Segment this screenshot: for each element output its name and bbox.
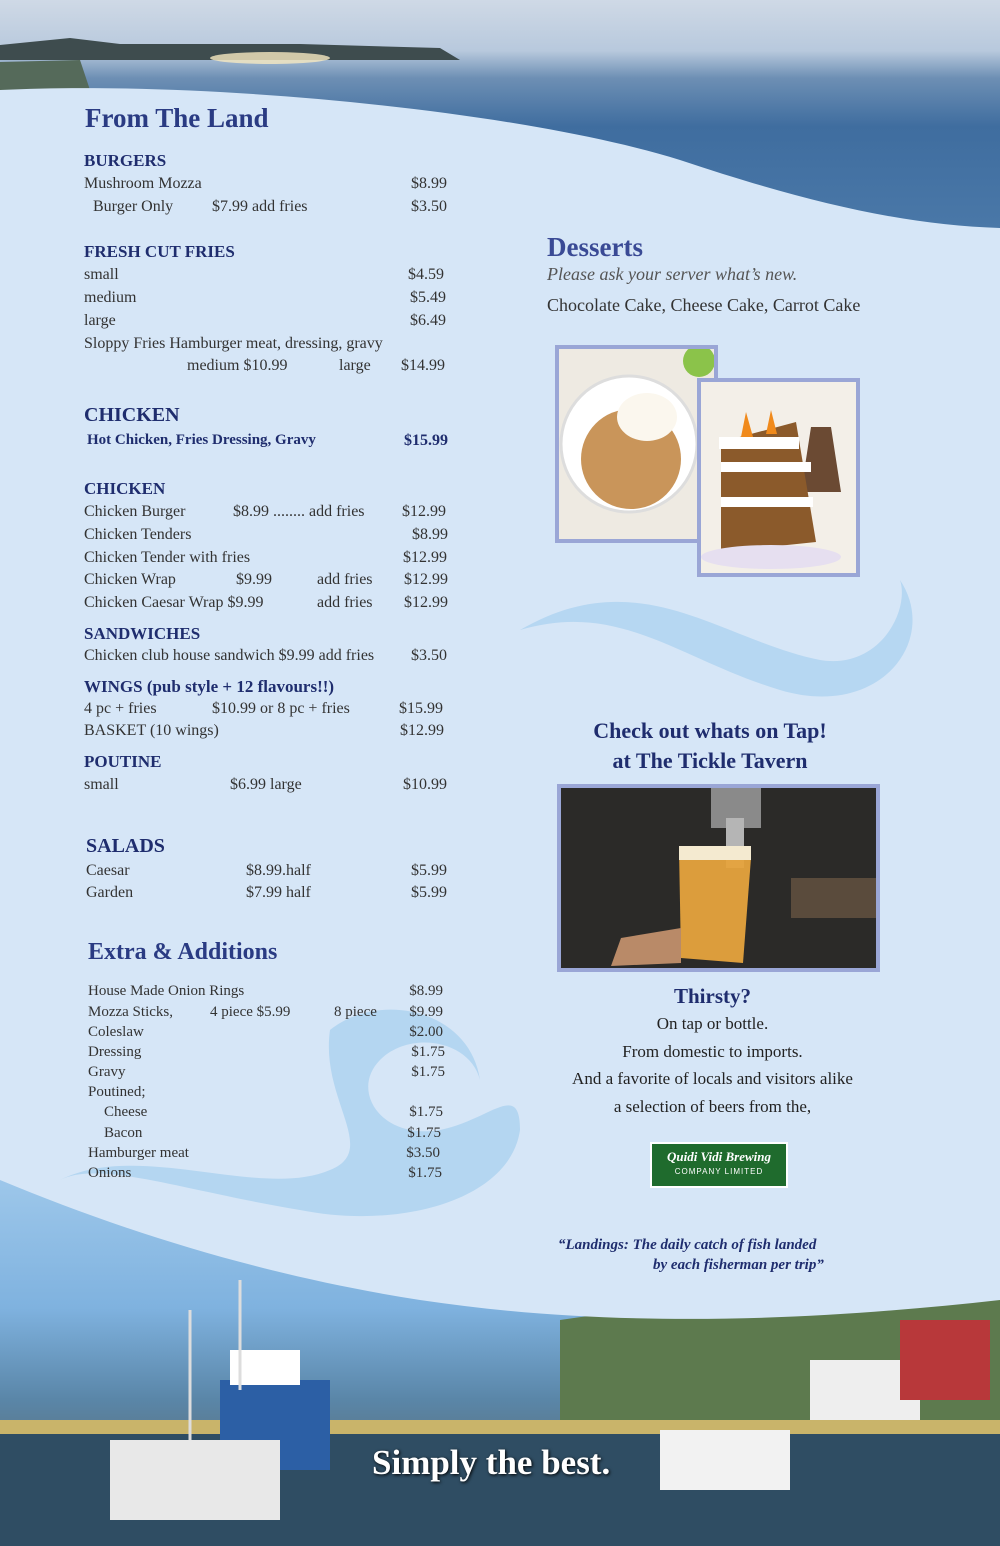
thirsty-line: a selection of beers from the, (613, 1097, 812, 1116)
menu-item-name: large (84, 312, 116, 329)
menu-item-price: $12.99 (400, 722, 444, 739)
quidi-vidi-logo (650, 1142, 788, 1188)
menu-item-detail: $8.99.half (246, 862, 311, 879)
menu-item-name: Coleslaw (88, 1024, 144, 1040)
extras-heading: Extra & Additions (88, 939, 278, 965)
menu-item-name: Chicken Caesar Wrap $9.99 (84, 594, 264, 611)
menu-item-name: Caesar (86, 862, 130, 879)
menu-item-name: Chicken Tenders (84, 526, 192, 543)
landings-quote-line: “Landings: The daily catch of fish landed (558, 1237, 817, 1253)
menu-item-name: BASKET (10 wings) (84, 722, 219, 739)
thirsty-line: On tap or bottle. (656, 1014, 769, 1033)
menu-item-price: $2.00 (409, 1024, 443, 1040)
apple-crumble-photo (555, 345, 718, 543)
menu-item-detail: medium $10.99 (187, 357, 288, 374)
menu-item-price: $6.49 (410, 312, 446, 329)
thirsty-line: And a favorite of locals and visitors alike (572, 1069, 853, 1088)
menu-item-name: Chicken Wrap (84, 571, 176, 588)
menu-item-price: $3.50 (406, 1145, 440, 1161)
logo-sub: COMPANY LIMITED (674, 1167, 764, 1176)
menu-item-price: $9.99 (409, 1004, 443, 1020)
carrot-cake-photo (697, 378, 860, 577)
menu-item-price: $4.59 (408, 266, 444, 283)
menu-item-name: Chicken club house sandwich $9.99 add fries (84, 647, 375, 664)
tap-line-2: at The Tickle Tavern (612, 748, 808, 773)
menu-item-detail: $6.99 large (230, 776, 302, 793)
menu-item-detail: $10.99 or 8 pc + fries (212, 700, 350, 717)
menu-item-name: 4 pc + fries (84, 700, 157, 717)
menu-item-detail: add fries (317, 594, 373, 611)
menu-item-name: Onions (88, 1165, 132, 1181)
menu-item-name: Gravy (88, 1064, 126, 1080)
wings-heading: WINGS (pub style + 12 flavours!!) (84, 677, 335, 696)
menu-item-price: $10.99 (403, 776, 447, 793)
menu-item-price: $1.75 (411, 1064, 445, 1080)
menu-item-name: Garden (86, 884, 134, 901)
menu-item-name: Poutined; (88, 1084, 146, 1100)
menu-item-price: $5.49 (410, 289, 446, 306)
menu-item-name: Sloppy Fries Hamburger meat, dressing, gravy (84, 335, 383, 352)
menu-item-price: $5.99 (411, 862, 447, 879)
menu-item-name: Cheese (104, 1104, 148, 1120)
landings-quote-line: by each fisherman per trip” (653, 1257, 824, 1273)
poutine-heading: POUTINE (84, 752, 162, 771)
menu-item-price: $15.99 (404, 432, 448, 449)
menu-item-name: small (84, 776, 119, 793)
menu-item-price: $3.50 (411, 198, 447, 215)
menu-item-price: $8.99 (412, 526, 448, 543)
menu-item-name: Hamburger meat (88, 1145, 189, 1161)
menu-item-name: Mozza Sticks, (88, 1004, 173, 1020)
beer-tap-photo (557, 784, 880, 972)
desserts-title: Desserts (547, 232, 643, 262)
menu-item-name: House Made Onion Rings (88, 983, 245, 999)
thirsty-title: Thirsty? (673, 984, 751, 1008)
menu-item-price: $1.75 (411, 1044, 445, 1060)
menu-item-price: $14.99 (401, 357, 445, 374)
menu-item-detail: $7.99 half (246, 884, 311, 901)
menu-item-price: $1.75 (407, 1125, 441, 1141)
menu-item-name: Hot Chicken, Fries Dressing, Gravy (87, 432, 316, 448)
thirsty-line: From domestic to imports. (622, 1042, 803, 1061)
menu-item-price: $12.99 (403, 549, 447, 566)
footer-tagline: Simply the best. (372, 1443, 611, 1482)
menu-item-price: $1.75 (409, 1104, 443, 1120)
desserts-subtitle: Please ask your server what’s new. (547, 264, 798, 284)
menu-item-detail: $8.99 ........ add fries (233, 503, 365, 520)
sandwiches-heading: SANDWICHES (84, 624, 201, 643)
fries-heading: FRESH CUT FRIES (84, 242, 235, 261)
menu-item-detail: add fries (317, 571, 373, 588)
menu-item-name: Dressing (88, 1044, 142, 1060)
menu-item-name: Mushroom Mozza (84, 175, 202, 192)
from-the-land-title: From The Land (85, 103, 269, 133)
menu-item-price: $5.99 (411, 884, 447, 901)
menu-item-price: $12.99 (404, 594, 448, 611)
menu-item-price: $3.50 (411, 647, 447, 664)
menu-item-name: medium (84, 289, 137, 306)
salads-heading: SALADS (86, 835, 165, 857)
menu-item-detail: $9.99 (236, 571, 272, 588)
tap-line-1: Check out whats on Tap! (593, 718, 827, 743)
menu-item-detail: 4 piece $5.99 (210, 1004, 291, 1020)
chicken-heading-2: CHICKEN (84, 479, 166, 498)
chicken-heading: CHICKEN (84, 404, 180, 426)
menu-item-detail: $7.99 add fries (212, 198, 308, 215)
menu-item-detail: 8 piece (334, 1004, 377, 1020)
menu-item-price: $1.75 (408, 1165, 442, 1181)
menu-item-price: $8.99 (409, 983, 443, 999)
menu-item-name: Chicken Burger (84, 503, 186, 520)
menu-item-detail: large (339, 357, 371, 374)
menu-item-name: Bacon (104, 1125, 143, 1141)
menu-item-name: Burger Only (93, 198, 174, 215)
menu-item-price: $15.99 (399, 700, 443, 717)
menu-item-price: $12.99 (404, 571, 448, 588)
menu-item-name: small (84, 266, 119, 283)
desserts-list: Chocolate Cake, Cheese Cake, Carrot Cake (547, 295, 861, 315)
burgers-heading: BURGERS (84, 151, 167, 170)
menu-item-price: $12.99 (402, 503, 446, 520)
menu-item-name: Chicken Tender with fries (84, 549, 251, 566)
menu-item-price: $8.99 (411, 175, 447, 192)
logo-name: Quidi Vidi Brewing (666, 1149, 772, 1164)
